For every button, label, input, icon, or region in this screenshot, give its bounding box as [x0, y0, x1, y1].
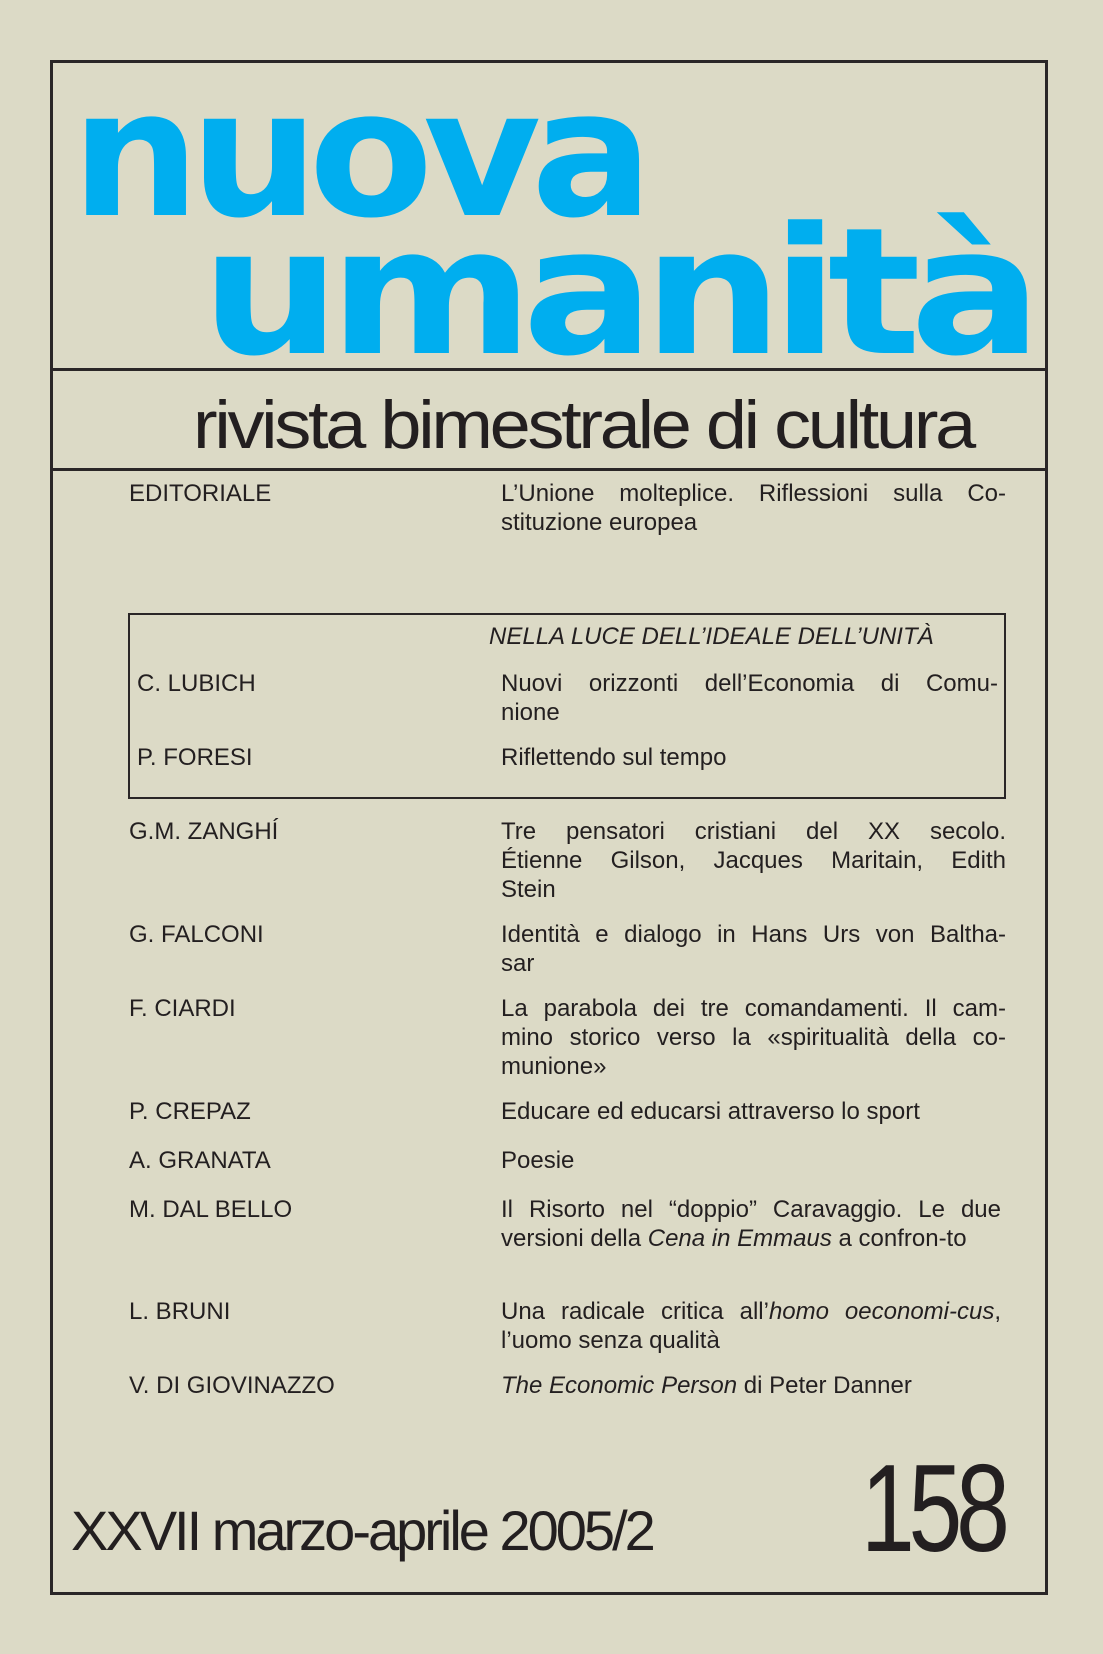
title-line: Étienne Gilson, Jacques Maritain, Edith — [501, 847, 1006, 874]
logo-line-nuova: nuova — [71, 63, 643, 257]
masthead-logo — [53, 63, 1045, 368]
toc-title — [501, 817, 1006, 904]
title-text: a confron-to — [831, 1225, 967, 1252]
toc-author: P. CREPAZ — [129, 1098, 251, 1125]
table-of-contents — [53, 471, 1045, 1592]
toc-author: G. FALCONI — [129, 921, 264, 948]
title-line: Educare ed educarsi attraverso lo sport — [501, 1098, 920, 1125]
toc-author: F. CIARDI — [129, 995, 236, 1022]
title-text: di Peter Danner — [737, 1372, 912, 1399]
title-line: Stein — [501, 876, 556, 903]
section-heading: NELLA LUCE DELL’IDEALE DELL’UNITÀ — [489, 623, 934, 650]
toc-title — [501, 994, 1006, 1081]
title-line: munione» — [501, 1053, 607, 1080]
title-line: La parabola dei tre comandamenti. Il cam- — [501, 995, 1006, 1022]
title-italic: Cena in Emmaus — [647, 1225, 832, 1252]
issue-date: XXVII marzo-aprile 2005/2 — [71, 1499, 653, 1562]
title-italic: homo oeconomi-cus — [768, 1298, 995, 1325]
toc-title — [501, 1297, 1001, 1355]
toc-title — [501, 669, 998, 727]
subtitle-svg — [53, 371, 1045, 468]
title-text: Il Risorto nel “doppio” Caravaggio. Le due versioni della — [501, 1196, 1001, 1252]
issue-number: 158 — [861, 1440, 1004, 1578]
title-line: stituzione europea — [501, 509, 698, 536]
subtitle: rivista bimestrale di cultura — [193, 387, 977, 463]
toc-author: G.M. ZANGHÍ — [129, 818, 279, 845]
toc-author: P. FORESI — [137, 744, 253, 771]
title-line: Identità e dialogo in Hans Urs von Baltha- — [501, 921, 1006, 948]
title-text: Una radicale critica all’ — [501, 1298, 769, 1325]
logo-line-umanita: umanità — [201, 190, 1031, 368]
toc-title — [501, 743, 1006, 772]
cover-frame — [50, 60, 1048, 1595]
title-line: Poesie — [501, 1147, 575, 1174]
toc-author: A. GRANATA — [129, 1147, 271, 1174]
toc-title — [501, 1146, 1006, 1175]
title-text: , l’uomo senza qualità — [501, 1298, 1001, 1354]
toc-author: C. LUBICH — [137, 670, 256, 697]
toc-author: EDITORIALE — [129, 480, 272, 507]
toc-author: M. DAL BELLO — [129, 1196, 293, 1223]
toc-title — [501, 479, 1006, 537]
toc-title — [501, 1371, 1006, 1400]
toc-author: V. DI GIOVINAZZO — [129, 1372, 335, 1399]
title-line: nione — [501, 699, 560, 726]
toc-author: L. BRUNI — [129, 1298, 231, 1325]
masthead — [53, 63, 1045, 371]
toc-title — [501, 1097, 1006, 1126]
toc-title — [501, 1195, 1001, 1253]
title-line: Riflettendo sul tempo — [501, 744, 727, 771]
title-italic: The Economic Person — [501, 1372, 738, 1399]
title-line: mino storico verso la «spiritualità della co- — [501, 1024, 1006, 1051]
title-line: sar — [501, 950, 535, 977]
toc-title — [501, 920, 1006, 978]
subtitle-band — [53, 371, 1045, 471]
title-line: L’Unione molteplice. Riflessioni sulla Co- — [501, 480, 1006, 507]
title-line: Tre pensatori cristiani del XX secolo. — [501, 818, 1006, 845]
title-line: Nuovi orizzonti dell’Economia di Comu- — [501, 670, 998, 697]
